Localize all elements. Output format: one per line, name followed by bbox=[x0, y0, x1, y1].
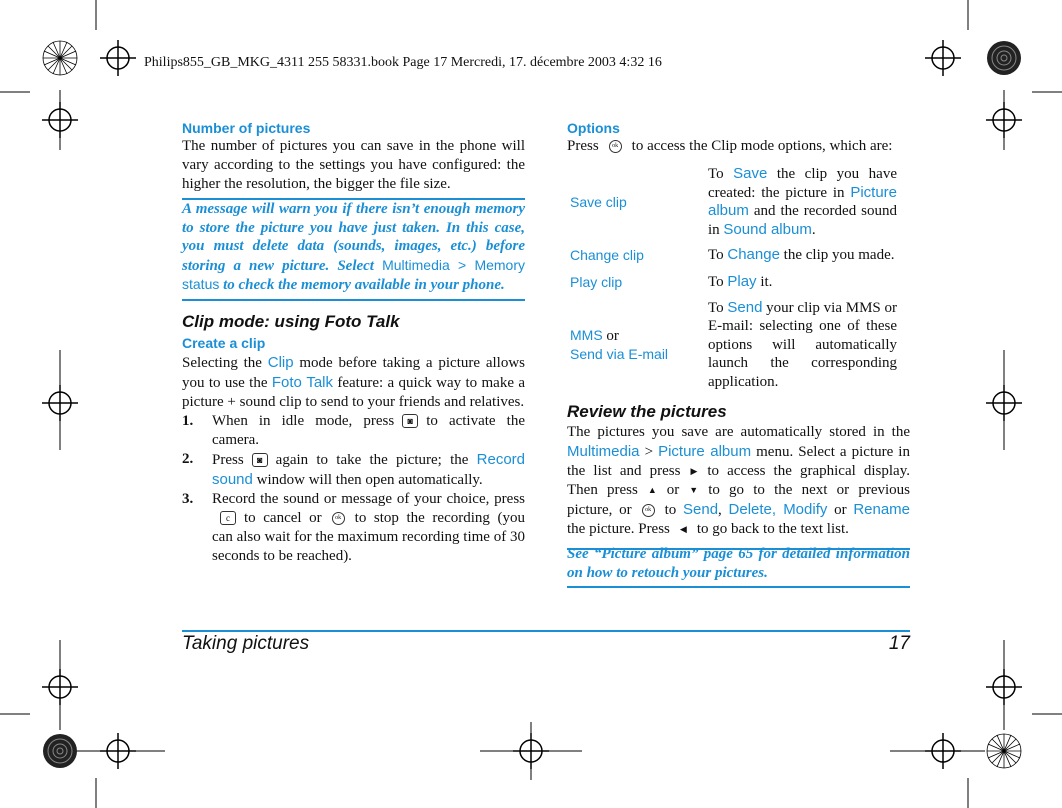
left-column bbox=[182, 119, 525, 566]
clear-key-icon: c bbox=[220, 511, 236, 525]
option-description: To Send your clip via MMS or E-mail: selecting one of these options will automatically launch the corresponding application. bbox=[708, 298, 897, 390]
divider bbox=[182, 299, 525, 301]
down-arrow-icon: ▼ bbox=[689, 485, 699, 496]
table-row bbox=[567, 242, 897, 269]
options-table bbox=[567, 162, 897, 394]
right-arrow-icon: ▶ bbox=[690, 466, 698, 477]
footer-chapter-title: Taking pictures bbox=[182, 633, 310, 654]
up-arrow-icon: ▲ bbox=[647, 485, 657, 496]
ok-key-icon: ok bbox=[642, 504, 655, 517]
header-file-info: Philips855_GB_MKG_4311 255 58331.book Page 17 Mercredi, 17. décembre 2003 4:32 16 bbox=[144, 55, 662, 70]
menu-multimedia: Multimedia bbox=[382, 256, 450, 273]
review-pictures-heading: Review the pictures bbox=[567, 402, 727, 421]
record-sound-link: Record sound bbox=[212, 450, 525, 488]
footer-page-number: 17 bbox=[888, 633, 910, 654]
table-row bbox=[567, 162, 897, 242]
table-row bbox=[567, 269, 897, 296]
list-item: 1. When in idle mode, press ◙ to activate the camera. bbox=[182, 412, 525, 448]
review-pictures-text: The pictures you save are automatically stored in the Multimedia > Picture album menu. Select a picture in the list and press ▶ to access the graphical display. Then press ▲ or ▼ to go to the next or previous picture, or ok to Send, Delete, Modify or Rename the picture. Press ◀ to go back to the text list. bbox=[567, 423, 910, 539]
option-description: To Play it. bbox=[708, 273, 773, 291]
right-column bbox=[567, 119, 910, 588]
create-clip-heading: Create a clip bbox=[182, 334, 266, 351]
steps-list bbox=[182, 412, 525, 566]
option-play-clip: Play clip bbox=[570, 274, 623, 291]
option-save-clip: Save clip bbox=[570, 193, 627, 210]
table-row bbox=[567, 296, 897, 394]
number-of-pictures-text: The number of pictures you can save in the phone will vary according to the settings you have configured: the higher the resolution, the bigger the file size. bbox=[182, 138, 525, 192]
option-description: To Save the clip you have created: the picture in Picture album and the recorded sound in Sound album. bbox=[708, 165, 897, 238]
camera-key-icon: ◙ bbox=[402, 414, 418, 428]
divider bbox=[182, 198, 525, 200]
foto-talk-link: Foto Talk bbox=[271, 373, 334, 391]
list-item: 2. Press ◙ again to take the picture; the Record sound window will then open automatically. bbox=[182, 450, 525, 488]
footer-line bbox=[182, 630, 910, 632]
ok-key-icon: ok bbox=[609, 140, 622, 153]
options-heading: Options bbox=[567, 120, 620, 136]
option-description: To Change the clip you made. bbox=[708, 246, 895, 264]
option-change-clip: Change clip bbox=[570, 247, 644, 264]
clip-link: Clip bbox=[267, 353, 294, 371]
ok-key-icon: ok bbox=[332, 512, 345, 525]
clip-mode-heading: Clip mode: using Foto Talk bbox=[182, 311, 400, 331]
option-mms-email: MMS or Send via E-mail bbox=[570, 326, 669, 362]
number-of-pictures-heading: Number of pictures bbox=[182, 120, 311, 136]
camera-key-icon: ◙ bbox=[252, 453, 268, 467]
divider bbox=[567, 548, 910, 550]
divider bbox=[567, 586, 910, 588]
list-item: 3. Record the sound or message of your choice, pressc to cancel or ok to stop the recording (you can also wait for the maximum recording time of 30 seconds to be reached). bbox=[182, 490, 525, 564]
picture-album-note: See “Picture album” page 65 for detailed information on how to retouch your pictures. bbox=[567, 546, 910, 581]
menu-memory-status: Memory status bbox=[182, 256, 525, 292]
options-intro: Press ok to access the Clip mode options, which are: bbox=[567, 138, 893, 154]
create-clip-text: Selecting the Clip mode before taking a picture allows you to use the Foto Talk feature: a quick way to make a picture + sound clip to send to your friends and relatives. bbox=[182, 353, 525, 410]
left-arrow-icon: ◀ bbox=[679, 524, 687, 535]
memory-warning-note: A message will warn you if there isn’t enough memory to store the picture you have just taken. In this case, you must delete data (sounds, images, etc.) before storing a new picture. Select Multimedia > Memory status to check the memory available in your phone. bbox=[182, 201, 525, 293]
